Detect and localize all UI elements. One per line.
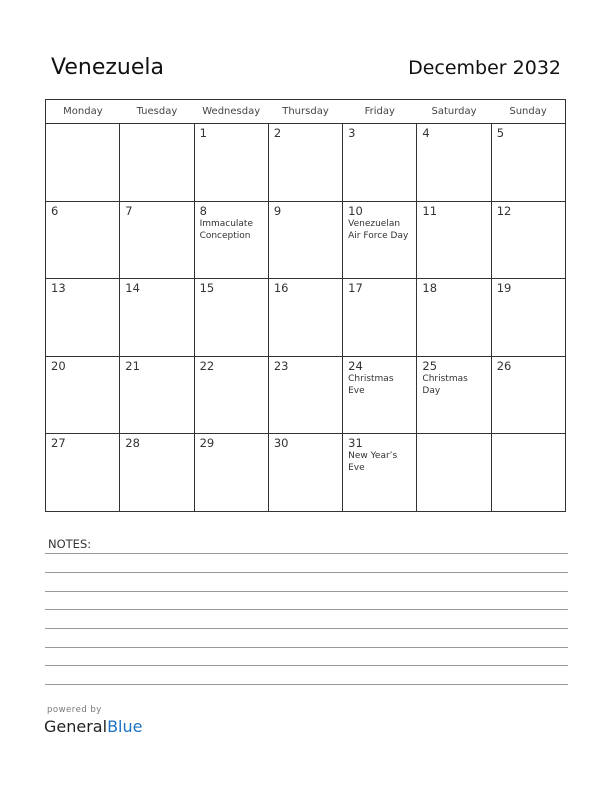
day-cell (417, 124, 491, 202)
day-number: 7 (125, 203, 133, 218)
day-number: 19 (496, 281, 512, 296)
notes-label: NOTES: (48, 537, 92, 551)
day-cell (46, 124, 120, 202)
day-number: 9 (273, 203, 282, 218)
day-number: 29 (199, 436, 215, 451)
day-number: 6 (51, 203, 59, 218)
holiday-label: New Year’s Eve (348, 451, 398, 474)
weekday-header: Thursday (268, 100, 342, 124)
day-cell (268, 279, 342, 357)
note-line (45, 591, 568, 592)
day-number: 1 (199, 126, 207, 140)
note-line (45, 572, 568, 573)
weekday-header: Saturday (417, 100, 491, 124)
day-number: 27 (51, 436, 66, 451)
day-number: 23 (273, 358, 289, 373)
weekday-header: Wednesday (194, 100, 268, 124)
day-number: 5 (496, 126, 505, 140)
day-number: 2 (273, 126, 282, 140)
note-line (45, 647, 568, 648)
holiday-label: Christmas Eve (348, 373, 394, 396)
day-cell (417, 279, 491, 357)
day-number: 20 (51, 358, 66, 373)
day-number: 16 (273, 281, 289, 296)
week-row (46, 434, 566, 512)
day-number: 24 (348, 358, 363, 373)
day-cell (46, 434, 120, 512)
holiday-label: Venezuelan Air Force Day (348, 218, 409, 241)
day-cell (120, 434, 194, 512)
day-cell (268, 356, 342, 434)
day-cell (46, 279, 120, 357)
day-cell (343, 279, 417, 357)
week-row (46, 201, 566, 279)
day-cell (120, 201, 194, 279)
holiday-label: Christmas Day (422, 373, 468, 396)
day-number: 4 (422, 126, 430, 140)
day-number: 18 (422, 281, 438, 296)
day-cell (268, 201, 342, 279)
day-cell (491, 201, 565, 279)
day-cell (491, 356, 565, 434)
day-number: 26 (496, 358, 512, 373)
day-number: 22 (199, 358, 215, 373)
day-cell (491, 279, 565, 357)
day-cell (417, 434, 491, 512)
day-cell (46, 201, 120, 279)
brand-general: General (44, 717, 108, 736)
day-number: 10 (348, 203, 363, 218)
note-line (45, 628, 568, 629)
day-cell (194, 434, 268, 512)
day-cell (120, 279, 194, 357)
day-number: 14 (125, 281, 140, 296)
day-cell (491, 124, 565, 202)
note-line (45, 609, 568, 610)
note-line (45, 684, 568, 685)
day-cell (417, 356, 491, 434)
day-number: 8 (199, 203, 207, 218)
day-number: 15 (199, 281, 215, 296)
holiday-label: Immaculate Conception (199, 218, 253, 241)
day-number: 21 (125, 358, 140, 373)
country-title: Venezuela (51, 55, 164, 80)
week-row (46, 124, 566, 202)
day-cell (343, 124, 417, 202)
day-cell (46, 356, 120, 434)
day-cell (417, 201, 491, 279)
day-number: 31 (348, 436, 363, 451)
weekday-header: Friday (343, 100, 417, 124)
week-row (46, 279, 566, 357)
note-line (45, 553, 568, 554)
note-line (45, 665, 568, 666)
day-cell (343, 434, 417, 512)
week-row (46, 356, 566, 434)
day-cell (120, 356, 194, 434)
day-cell (194, 201, 268, 279)
day-cell (194, 356, 268, 434)
day-number: 11 (422, 203, 438, 218)
day-cell (194, 124, 268, 202)
powered-by-text: powered by (47, 705, 102, 715)
day-number: 3 (348, 126, 356, 140)
weekday-header: Sunday (491, 100, 565, 124)
brand-logo (44, 717, 142, 736)
weekday-header: Monday (46, 100, 120, 124)
weekday-header-row (46, 100, 566, 124)
month-year-title: December 2032 (408, 57, 561, 79)
day-cell (268, 434, 342, 512)
day-number: 25 (422, 358, 438, 373)
weekday-header: Tuesday (120, 100, 194, 124)
day-number: 30 (273, 436, 289, 451)
day-number: 17 (348, 281, 363, 296)
brand-blue: Blue (107, 717, 143, 736)
day-number: 13 (51, 281, 66, 296)
day-cell (194, 279, 268, 357)
day-cell (120, 124, 194, 202)
day-cell (343, 201, 417, 279)
day-cell (343, 356, 417, 434)
day-number: 12 (496, 203, 512, 218)
calendar-grid (45, 99, 566, 512)
day-cell (268, 124, 342, 202)
day-number: 28 (125, 436, 140, 451)
day-cell (491, 434, 565, 512)
